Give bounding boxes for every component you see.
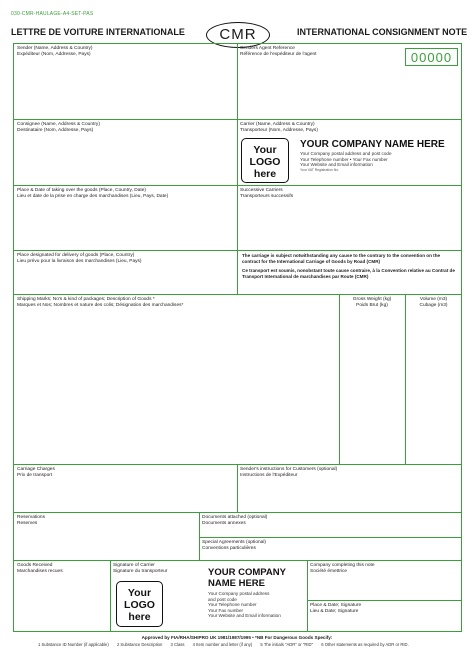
- footer-items: [38, 642, 468, 647]
- divider: [13, 119, 462, 120]
- sender-instructions-field[interactable]: [240, 467, 337, 479]
- divider: [405, 294, 406, 464]
- agent-ref-label-en: Senders Agent Reference: [240, 46, 295, 51]
- volume-field[interactable]: [405, 297, 462, 309]
- company-completing-label-fr: Société émettrice: [310, 568, 348, 574]
- divider: [307, 560, 308, 632]
- carriage-label-fr: Prix de transport: [17, 472, 53, 478]
- logo-text: Your: [127, 587, 152, 599]
- reservations-field[interactable]: [17, 515, 45, 527]
- company-line: Your Telephone number • Your Fax number: [300, 156, 388, 162]
- logo-placeholder-top: [241, 138, 289, 183]
- consignment-number-box: [405, 48, 458, 66]
- place-delivery-field[interactable]: [17, 253, 142, 265]
- company-name: YOUR COMPANY NAME HERE: [300, 139, 445, 150]
- footer-item: 3 Class: [170, 642, 185, 647]
- special-label-en: Special Agreements (optional): [202, 540, 266, 545]
- place-taking-label-fr: Lieu et date de la prise en charge des marchandises (Lieu, Pays, Date): [17, 193, 169, 199]
- sender-label-fr: Expéditeur (Nom, Addresse, Pays): [17, 51, 91, 57]
- company-name: NAME HERE: [208, 578, 266, 589]
- goods-received-label-fr: Marchandises recues: [17, 568, 63, 574]
- volume-label-en: Volume (m3): [419, 297, 448, 302]
- cmr-label: CMR: [219, 26, 257, 43]
- consignee-field[interactable]: [17, 122, 100, 134]
- divider: [199, 537, 462, 538]
- company-completing-label-en: Company completing this note: [310, 563, 375, 568]
- divider: [237, 464, 238, 512]
- place-taking-label-en: Place & Date of taking over the goods (Place, Country, Date): [17, 188, 146, 193]
- footer-item: 5 The initials "ADR" or "RID": [260, 642, 314, 647]
- sig-carrier-label-fr: Signature du transporteur: [113, 568, 168, 574]
- company-line: Your Company postal address and post code: [300, 151, 392, 156]
- convention-fr: Ce transport est soumis, nonobstant toute cause contraire, à la Convention relative au Contrat de Transport International de marchandises par Route (CMR): [242, 268, 455, 280]
- footer-approved: Approved by FIA/RHA/SHIPRO UK 1981/1987/1995 • *NB For Dangerous Goods Specify:: [141, 635, 333, 640]
- company-line: Your Fax number: [208, 607, 244, 613]
- instructions-label-fr: Instructions de l'Expéditeur: [240, 472, 298, 478]
- shipping-marks-field[interactable]: [17, 297, 183, 309]
- shipping-label-en: Shipping Marks; No's & kind of packages; Description of Goods *: [17, 297, 155, 302]
- goods-received-field[interactable]: [17, 563, 63, 575]
- company-line: Your Company postal address: [208, 591, 270, 596]
- carriage-label-en: Carriage Charges: [17, 467, 55, 472]
- carrier-label-fr: Transporteur (Nom, Addresse, Pays): [240, 127, 318, 133]
- divider: [13, 560, 462, 561]
- divider: [13, 294, 462, 295]
- divider: [199, 512, 200, 560]
- gross-weight-field[interactable]: [339, 297, 405, 309]
- special-label-fr: Conventions particulières: [202, 545, 256, 551]
- company-line: Your Website and Email information: [208, 613, 281, 619]
- company-block-top: [300, 139, 460, 173]
- agent-ref-label-fr: Référence de l'expéditeur de l'agent: [240, 51, 317, 57]
- instructions-label-en: Sender's instructions for Customers (optional): [240, 467, 338, 472]
- successive-label-en: Successive Carriers: [240, 188, 283, 193]
- logo-text: LOGO: [124, 599, 155, 611]
- gross-label-fr: Poids Brut (kg): [356, 302, 388, 308]
- footer-item: 2 Substance Description: [116, 642, 163, 647]
- sender-field[interactable]: [17, 46, 92, 58]
- form-code: 030-CMR-HAULAGE-A4-SET-PAS: [11, 11, 94, 17]
- place-taking-field[interactable]: [17, 188, 168, 200]
- reservations-label-fr: Reserves: [17, 520, 38, 526]
- special-agreements-field[interactable]: [202, 540, 266, 552]
- company-line: Your VAT Registration No.: [300, 167, 340, 172]
- footer-item: 6 Other statements as required by ADR or RID.: [321, 642, 409, 647]
- divider: [13, 185, 462, 186]
- divider: [307, 600, 462, 601]
- logo-placeholder-bottom: [116, 581, 163, 627]
- convention-text: [242, 253, 458, 280]
- divider: [13, 512, 462, 513]
- sender-label-en: Sender (Name, Address & Country): [17, 46, 93, 51]
- volume-label-fr: Cubage (m3): [419, 302, 448, 308]
- divider: [110, 560, 111, 632]
- company-name: YOUR COMPANY: [208, 567, 286, 578]
- consignee-label-fr: Destinataire (Nom, Addresse, Pays): [17, 127, 94, 133]
- convention-en: The carriage is subject notwithstanding any cause to the contrary to the convention on the contract for the International Carriage of Goods by Road (CMR): [242, 253, 441, 264]
- company-block-bottom: [208, 567, 306, 619]
- documents-attached-field[interactable]: [202, 515, 267, 527]
- gross-label-en: Gross Weight (kg): [352, 297, 392, 302]
- company-line: Your Telephone number: [208, 602, 257, 608]
- logo-text: here: [128, 611, 151, 623]
- carrier-label-en: Carrier (Name, Address & Country): [240, 122, 315, 127]
- footer-item: 1 Substance ID Number (if applicable): [38, 642, 109, 647]
- carriage-charges-field[interactable]: [17, 467, 55, 479]
- sig-carrier-label-en: Signature of Carrier: [113, 563, 155, 568]
- documents-label-en: Documents attached (optional): [202, 515, 268, 520]
- title-french: LETTRE DE VOITURE INTERNATIONALE: [11, 27, 185, 37]
- consignee-label-en: Consignee (Name, Address & Country): [17, 122, 100, 127]
- company-line: and post code: [208, 596, 237, 602]
- successive-label-fr: Transporteurs successifs: [240, 193, 294, 199]
- divider: [339, 294, 340, 464]
- place-delivery-label-fr: Lieu prévu pour la livraison des marchandises (Lieu, Pays): [17, 258, 142, 264]
- place-date-label-fr: Lieu & Date; Signature: [310, 608, 359, 614]
- title-english: INTERNATIONAL CONSIGNMENT NOTE: [297, 27, 468, 37]
- company-completing-field[interactable]: [310, 563, 375, 575]
- place-delivery-label-en: Place designated for delivery of goods (Place, Country): [17, 253, 135, 258]
- company-line: Your Website and Email information: [300, 162, 373, 168]
- logo-text: LOGO: [249, 156, 281, 168]
- reservations-label-en: Reservations: [17, 515, 45, 520]
- consignment-number: 00000: [410, 50, 453, 65]
- divider: [237, 43, 238, 294]
- place-date-signature-field[interactable]: [310, 603, 361, 615]
- shipping-label-fr: Marques et Nos; Nombres et nature des colis; Désignation des marchandises*: [17, 302, 184, 308]
- divider: [13, 250, 462, 251]
- footer-item: 4 Item number and letter (if any): [192, 642, 253, 647]
- goods-received-label-en: Goods Received: [17, 563, 53, 568]
- logo-text: here: [253, 168, 277, 180]
- carrier-signature-field[interactable]: [113, 563, 167, 575]
- agent-ref-field[interactable]: [240, 46, 317, 58]
- carrier-field[interactable]: [240, 122, 318, 134]
- successive-carriers-field[interactable]: [240, 188, 293, 200]
- place-date-label-en: Place & Date; Signature: [310, 603, 362, 608]
- documents-label-fr: Documents annexes: [202, 520, 246, 526]
- logo-text: Your: [253, 144, 277, 156]
